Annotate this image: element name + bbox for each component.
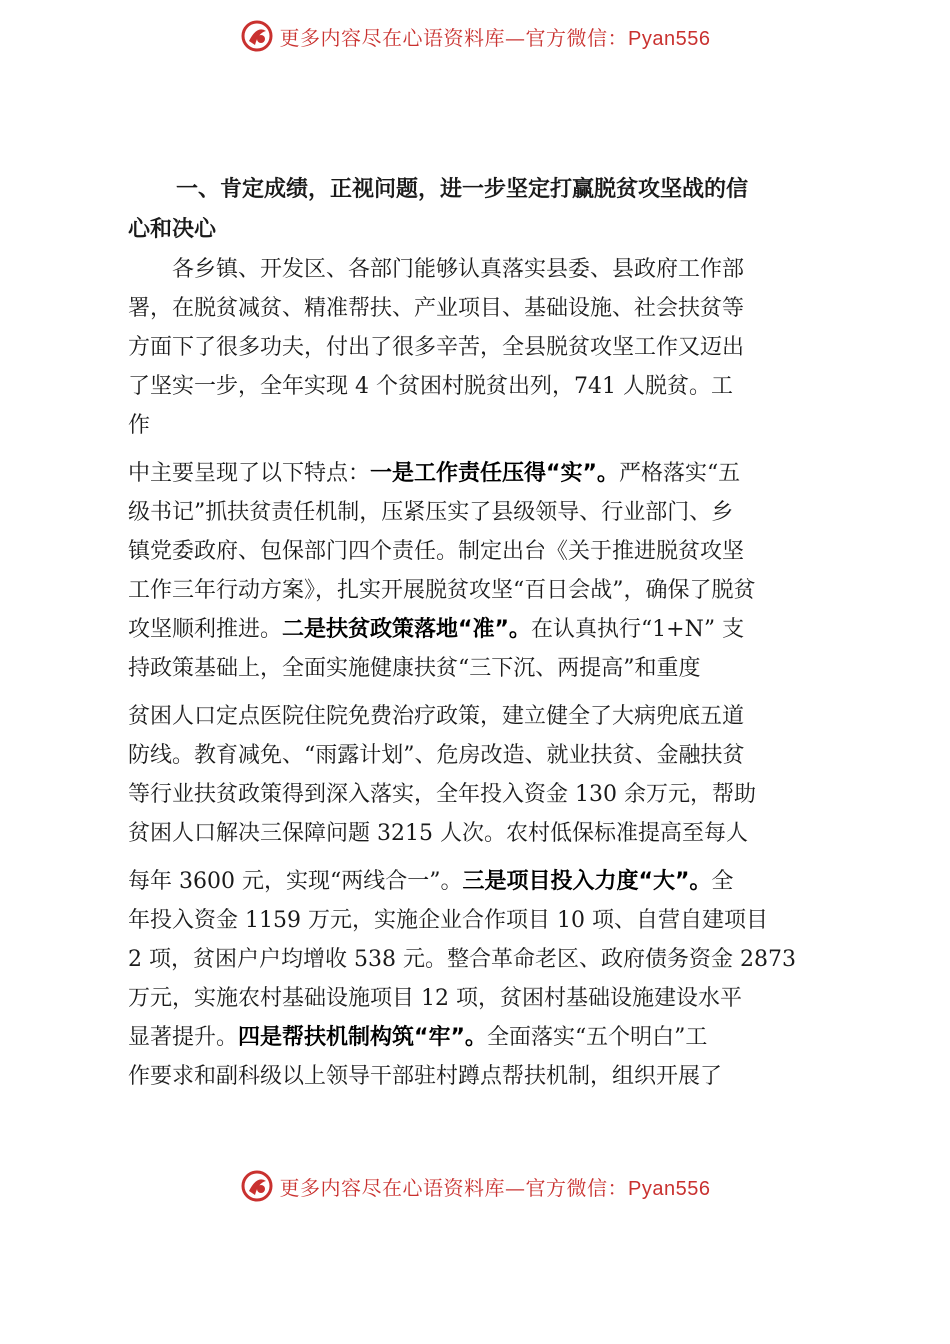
highlight-phrase: 二是扶贫政策落地“准”。 bbox=[282, 617, 531, 642]
text-segment: 贫困人口解决三保障问题 3215 人次。农村低保标准提高至每人 bbox=[128, 821, 748, 846]
text-segment: 在认真执行“1+N” 支 bbox=[530, 617, 745, 642]
text-segment: 全面落实“五个明白”工 bbox=[486, 1025, 708, 1050]
text-line bbox=[128, 1057, 840, 1096]
text-segment: 中主要呈现了以下特点： bbox=[128, 461, 371, 486]
highlight-phrase: 四是帮扶机制构筑“牢”。 bbox=[238, 1025, 487, 1050]
text-segment: 严格落实“五 bbox=[618, 461, 741, 486]
watermark-banner-top bbox=[0, 16, 950, 56]
watermark-text: 更多内容尽在心语资料库—官方微信：Pyan556 bbox=[279, 1175, 711, 1200]
text-line bbox=[128, 862, 840, 901]
text-segment: 持政策基础上，全面实施健康扶贫“三下沉、两提高”和重度 bbox=[128, 656, 701, 681]
text-line bbox=[128, 406, 840, 445]
text-line bbox=[128, 649, 840, 688]
text-segment: 全 bbox=[711, 869, 734, 894]
text-segment: 攻坚顺利推进。 bbox=[128, 617, 283, 642]
text-line bbox=[128, 697, 840, 736]
text-line bbox=[128, 901, 840, 940]
watermark-text: 更多内容尽在心语资料库—官方微信：Pyan556 bbox=[279, 25, 711, 50]
red-swirl-logo-icon bbox=[240, 1169, 274, 1203]
text-line bbox=[128, 610, 840, 649]
text-line bbox=[128, 775, 840, 814]
text-line bbox=[128, 250, 840, 289]
text-segment: 2 项，贫困户户均增收 538 元。整合革命老区、政府债务资金 2873 bbox=[128, 947, 796, 972]
text-segment: 等行业扶贫政策得到深入落实，全年投入资金 130 余万元，帮助 bbox=[128, 782, 756, 807]
text-line bbox=[128, 979, 840, 1018]
text-line bbox=[128, 328, 840, 367]
text-line bbox=[128, 571, 840, 610]
text-line bbox=[128, 289, 840, 328]
text-segment: 贫困人口定点医院住院免费治疗政策，建立健全了大病兜底五道 bbox=[128, 704, 745, 729]
text-segment: 显著提升。 bbox=[128, 1025, 239, 1050]
text-segment: 万元，实施农村基础设施项目 12 项，贫困村基础设施建设水平 bbox=[128, 986, 742, 1011]
highlight-phrase: 三是项目投入力度“大”。 bbox=[462, 869, 712, 894]
text-line bbox=[128, 1018, 840, 1057]
paragraph-lines bbox=[128, 250, 840, 1096]
text-line bbox=[128, 736, 840, 775]
section-heading: 一、肯定成绩，正视问题，进一步坚定打赢脱贫攻坚战的信 心和决心 bbox=[128, 177, 749, 242]
text-segment: 镇党委政府、包保部门四个责任。制定出台《关于推进脱贫攻坚 bbox=[128, 539, 745, 564]
document-body bbox=[128, 170, 840, 1096]
text-segment: 方面下了很多功夫，付出了很多辛苦，全县脱贫攻坚工作又迈出 bbox=[128, 335, 745, 360]
text-line bbox=[128, 367, 840, 406]
text-segment: 署，在脱贫减贫、精准帮扶、产业项目、基础设施、社会扶贫等 bbox=[128, 296, 745, 321]
watermark-banner-bottom bbox=[0, 1166, 950, 1206]
text-segment: 工作三年行动方案》，扎实开展脱贫攻坚“百日会战”，确保了脱贫 bbox=[128, 578, 756, 603]
highlight-phrase: 一是工作责任压得“实”。 bbox=[370, 461, 619, 486]
text-line bbox=[128, 814, 840, 853]
text-segment: 作要求和副科级以上领导干部驻村蹲点帮扶机制，组织开展了 bbox=[128, 1064, 723, 1089]
text-line bbox=[128, 454, 840, 493]
text-line bbox=[128, 940, 840, 979]
text-segment: 各乡镇、开发区、各部门能够认真落实县委、县政府工作部 bbox=[128, 257, 745, 282]
text-segment: 级书记”抓扶贫责任机制，压紧压实了县级领导、行业部门、乡 bbox=[128, 500, 734, 525]
text-segment: 年投入资金 1159 万元，实施企业合作项目 10 项、自营自建项目 bbox=[128, 908, 768, 933]
red-swirl-logo-icon bbox=[240, 19, 274, 53]
text-segment: 作 bbox=[128, 413, 151, 438]
text-segment: 每年 3600 元，实现“两线合一”。 bbox=[128, 869, 463, 894]
text-segment: 了坚实一步，全年实现 4 个贫困村脱贫出列，741 人脱贫。工 bbox=[128, 374, 733, 399]
text-segment: 防线。教育减免、“雨露计划”、危房改造、就业扶贫、金融扶贫 bbox=[128, 743, 745, 768]
text-line bbox=[128, 532, 840, 571]
text-line bbox=[128, 493, 840, 532]
